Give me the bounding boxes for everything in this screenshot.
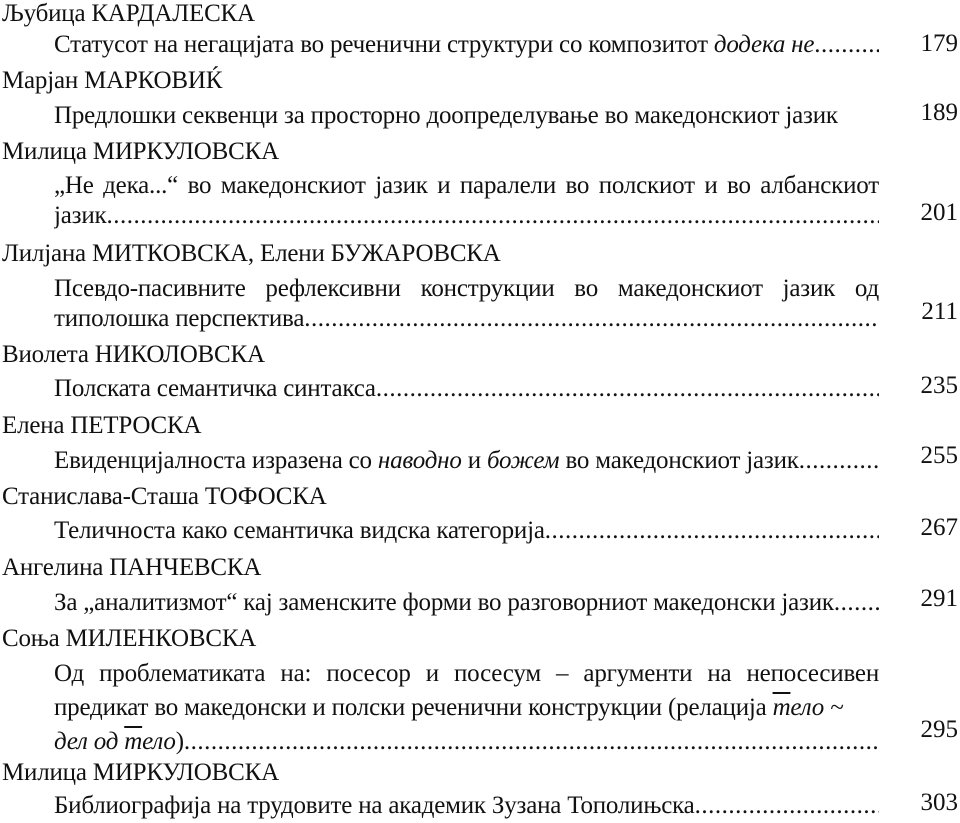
entry-title: Од проблематиката на: посесор и посесум – аргументи на непосесивен предикат во македонски и полски реченични конструкции (релација тело ~ дел од тело) .....: [54, 657, 879, 759]
page-number: 267: [920, 514, 958, 541]
entry-title: Теличноста како семантичка видска категорија .....: [54, 514, 879, 548]
entry-title: За „аналитизмот“ кај заменските форми во разговорниот македонски јазик .....: [54, 586, 879, 620]
dot-leader: [184, 725, 879, 759]
entry-title: „Не дека...“ во македонскиот јазик и паралели во полскиот и во албанскиот јазик .....: [54, 169, 879, 233]
italic-phrase: наводно: [377, 447, 462, 474]
dot-leader: [695, 789, 879, 823]
page-number: 211: [921, 298, 958, 325]
entry-author: Лилјана МИТКОВСКА, Елени БУЖАРОВСКА: [2, 240, 501, 267]
dot-leader: [799, 444, 879, 478]
dot-leader: [545, 514, 879, 548]
page-number: 295: [920, 716, 958, 743]
dot-leader: [376, 372, 879, 406]
entry-title: Статусот на негацијата во реченични структури со композитот додека не .....: [54, 28, 879, 62]
page-number: 255: [920, 442, 958, 469]
entry-title: Евиденцијалноста изразена со наводно и божем во македонскиот јазик .....: [54, 444, 879, 478]
page-number: 235: [920, 372, 958, 399]
dot-leader: [814, 28, 879, 62]
entry-author: Милица МИРКУЛОВСКА: [2, 759, 279, 786]
page-number: 201: [920, 199, 958, 226]
dot-leader: [304, 302, 879, 336]
italic-phrase: додека не: [713, 31, 815, 58]
entry-title: Библиографија на трудовите на академик Зузана Тополињска .....: [54, 789, 879, 823]
entry-title: Предлошки секвенци за просторно доопределување во македонскиот јазик: [54, 102, 838, 129]
page-number: 303: [920, 789, 958, 816]
entry-author: Марјан МАРКОВИЌ: [2, 67, 223, 94]
entry-author: Љубица КАРДАЛЕСКА: [2, 0, 255, 27]
dot-leader: [106, 199, 879, 233]
entry-author: Ангелина ПАНЧЕВСКА: [2, 554, 262, 581]
entry-author: Виолета НИКОЛОВСКА: [2, 341, 265, 368]
entry-author: Соња МИЛЕНКОВСКА: [2, 625, 257, 652]
italic-phrase: божем: [486, 447, 560, 474]
page-number: 189: [920, 99, 958, 126]
entry-title: Псевдо-пасивните рефлексивни конструкции во македонскиот јазик од типолошка перспектива .....: [54, 272, 879, 336]
dot-leader: [834, 586, 879, 620]
entry-author: Милица МИРКУЛОВСКА: [2, 138, 279, 165]
entry-author: Елена ПЕТРОСКА: [2, 412, 202, 439]
italic-phrase: дел од тело: [54, 728, 176, 755]
page-number: 179: [920, 30, 958, 57]
entry-title: Полската семантичка синтакса .....: [54, 372, 879, 406]
entry-author: Станислава-Сташа ТОФОСКА: [2, 483, 327, 510]
page-number: 291: [920, 585, 958, 612]
italic-phrase: тело ~: [772, 694, 844, 721]
